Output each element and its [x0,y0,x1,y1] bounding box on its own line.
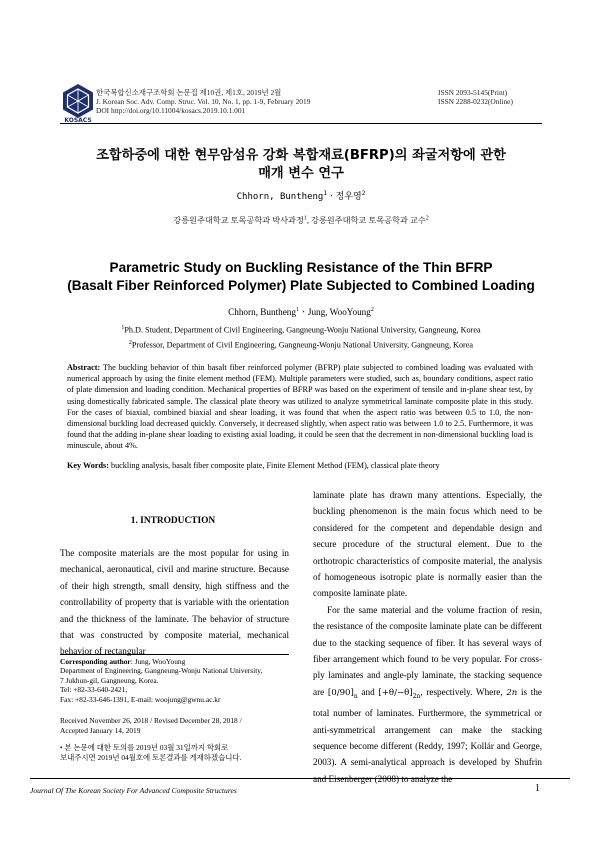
footnote-divider [60,654,289,655]
korean-authors [60,189,542,202]
english-title-line1: Parametric Study on Buckling Resistance of the Thin BFRP [109,260,493,275]
right-paragraph-2 [313,602,542,787]
math-angle-ply-sub: 2n [412,692,421,700]
english-title [56,259,546,295]
math-cross-ply-sub: n [353,692,358,700]
author-1: Chhorn, Buntheng [236,192,324,202]
note-line2: 보내주시면 2019년 04월호에 토론결과를 게재하겠습니다. [60,752,242,762]
issn-online: ISSN 2288-0232(Online) [438,97,513,107]
korean-affiliations [60,215,542,226]
note-line1: • 본 논문에 대한 토의를 2019년 03월 31일까지 학회로 [60,743,229,752]
received-dates [60,716,289,735]
corr-dept: Department of Engineering, Gangneung-Wonju National University, [60,666,263,676]
en-aff1-sup: 1 [121,325,125,331]
header-citation-line: J. Korean Soc. Adv. Comp. Struc. Vol. 10, No. 1, pp. 1-9, February 2019 [96,97,311,107]
en-aff2-sup: 2 [128,340,132,347]
en-author-2-sup: 2 [370,306,374,313]
korean-title [60,147,542,183]
author-2: ㆍ정우영 [326,192,362,202]
right-paragraph-1: laminate plate has drawn many attentions. Especially, the buckling phenomenon is the main focus which need to be considered for the competent and dependable design and secure procedure of the structural element. Due to the orthotropic characteristics of composite material, the analysis of homogeneous isotropic plate is normally easier than the composite laminate plate. [313,490,542,599]
corr-address: 7 Jukhun-gil, Gangneung, Korea. [60,675,159,685]
section-heading: 1. INTRODUCTION [130,516,216,526]
corr-fax-email[interactable]: Fax: +82-33-646-1391, E-mail: woojung@gwnu.ac.kr [60,694,221,704]
corr-tel: Tel: +82-33-640-2421, [60,685,128,695]
en-affiliation-1 [60,322,542,337]
header-doi[interactable]: DOI http://doi.org/10.11004/kosacs.2019.10.1.001 [96,106,246,116]
english-affiliations [60,322,542,352]
author-1-sup: 1 [323,190,327,197]
footer-divider [30,778,570,779]
accepted-line: Accepted January 14, 2019 [60,725,141,735]
keywords [67,461,533,470]
issn-block [438,88,513,106]
left-column-text: The composite materials are the most popular for using in mechanical, aeronautical, civil and marine structure. Because of their high strength, small density, high stiffness and the controllability of property that is variable with the orientation and the thickness of the laminate. The behavior of structure that was constructed by composite material, mechanical behavior of rectangular [60,548,289,657]
keywords-text: buckling analysis, basalt fiber composite plate, Finite Element Method (FEM), classical plate theory [110,461,440,470]
en-aff2-text: Professor, Department of Civil Engineering, Gangneung-Wonju National University, Gangneung, Korea [131,340,474,350]
corr-name: : Jung, WooYoung [130,657,186,666]
affiliation-2-sup: 2 [425,215,429,222]
math-cross-ply: [0/90] [327,687,354,698]
corr-label: Corresponding author [60,657,131,666]
issn-print: ISSN 2093-5145(Print) [438,88,508,97]
affiliation-1: 강릉원주대학교 토목공학과 박사과정 [173,216,304,225]
para2-part-b: and [357,686,379,697]
abstract-label: Abstract: [67,363,101,372]
page-number: 1 [535,783,540,794]
journal-header [96,88,310,116]
affiliation-2: , 강릉원주대학교 토목공학과 교수 [306,216,426,225]
en-affiliation-2 [60,337,542,352]
abstract-text: The buckling behavior of thin basalt fiber reinforced polymer (BFRP) plate subjected to combined loading was evaluated with numerical approach by using the finite element method (FEM). Multiple parameters were studied, such as, boundary conditions, aspect ratio of plate dimension and loading condition. Mechanical properties of BFRP was based on the experiment of tensile and in-plane shear test, by using domestically fabricated sample. The classical plate theory was utilized to analyze symmetrical laminate composite plate in this study. For the cases of biaxial, combined biaxial and shear loading, it was found that when the aspect ratio was between 0.5 to 1.0, the non-dimensional buckling load decreased quickly. Conversely, it decreased slightly, when aspect ratio was between 1.0 to 2.5. Furthermore, it was found that the adding in-plane shear loading to existing axial loading, it could be seen that the decrement in non-dimensional buckling load is minuscule, about 4%. [67,363,533,451]
author-2-sup: 2 [361,190,366,197]
para2-part-d: is the total number of laminates. Furthermore, the symmetrical or anti-symmetrical arrangement can make the stacking sequence become different (Reddy, 1997; Kollár and George, 2003). A semi-analytical approach is developed by Shufrin and Eisenberger (2008) to analyze the [313,686,543,784]
para2-part-c: , respectively. Where, [420,686,507,697]
corr-author-line [60,657,289,666]
discussion-note [60,743,289,762]
kosacs-logo [60,83,96,123]
keywords-label: Key Words: [67,461,109,470]
en-author-1: Chhorn, Buntheng [228,307,296,317]
header-divider [60,123,542,124]
header-korean-line: 한국복합신소재구조학회 논문집 제10권, 제1호, 2019년 2월 [96,88,282,97]
en-author-1-sup: 1 [296,306,299,313]
en-author-2: ㆍJung, WooYoung [299,307,371,317]
received-line: Received November 26, 2018 / Revised December 28, 2018 / [60,716,242,725]
affiliation-1-sup: 1 [303,215,307,222]
abstract [67,362,533,452]
right-column-text [313,487,542,787]
footer-journal: Journal Of The Korean Society For Advanced Composite Structures [30,786,237,795]
korean-title-line1: 조합하중에 대한 현무암섬유 강화 복합재료(BFRP)의 좌굴저항에 관한 [96,148,506,163]
math-angle-ply: [+θ/−θ] [378,687,413,698]
corresponding-author-footnote [60,657,289,704]
korean-title-line2: 매개 변수 연구 [258,166,344,181]
para2-part-a: For the same material and the volume fraction of resin, the resistance of the composite laminate plate can be different due to the stacking sequence of fiber. It has several ways of fiber arrangement which found to be very popular. For cross-ply laminates and angle-ply laminate, the stacking sequence are [313,604,542,697]
en-aff1-text: Ph.D. Student, Department of Civil Engineering, Gangneung-Wonju National University, Gangneung, Korea [124,325,481,335]
logo-text: KOSACS [64,117,92,124]
english-authors [60,304,542,318]
english-title-line2: (Basalt Fiber Reinforced Polymer) Plate Subjected to Combined Loading [67,278,535,293]
math-2n: 2n [506,687,518,698]
